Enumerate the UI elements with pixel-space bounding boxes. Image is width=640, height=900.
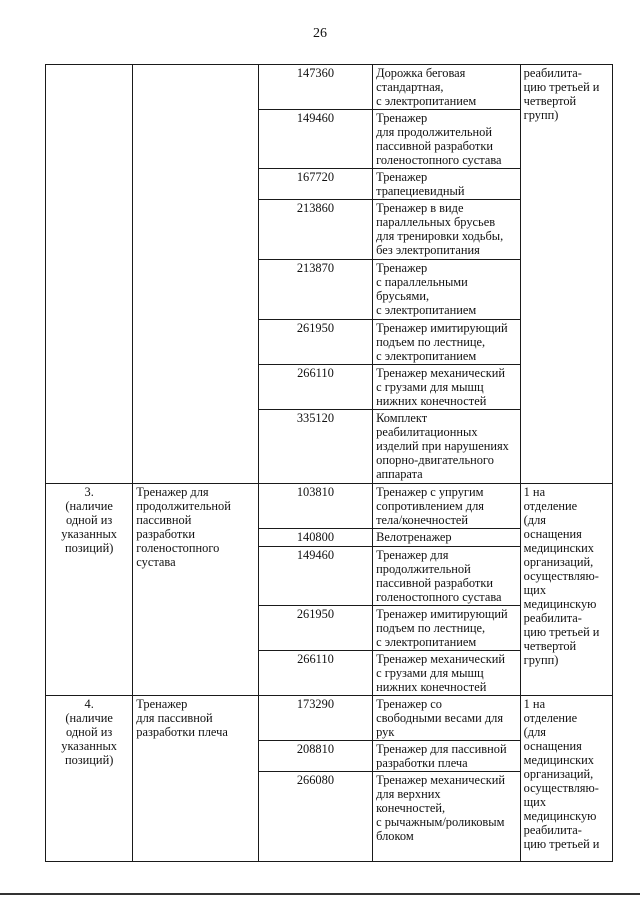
item-code: 103810 (258, 484, 372, 529)
item-description: Тренажер механический с грузами для мышц нижних конечностей (373, 365, 521, 410)
item-code: 147360 (258, 65, 372, 110)
table-row (46, 484, 613, 529)
item-code: 149460 (258, 110, 372, 169)
item-code: 261950 (258, 320, 372, 365)
group-number: 4. (наличие одной из указанных позиций) (46, 696, 133, 862)
item-description: Тренажер для продолжительной пассивной разработки голеностопного сустава (373, 547, 521, 606)
group-number (46, 65, 133, 484)
item-code: 213860 (258, 200, 372, 260)
item-code: 149460 (258, 547, 372, 606)
group-name: Тренажер для пассивной разработки плеча (133, 696, 258, 862)
item-description: Тренажер в виде параллельных брусьев для тренировки ходьбы, без электропитания (373, 200, 521, 260)
item-description: Тренажер с параллельными брусьями, с электропитанием (373, 260, 521, 320)
item-description: Велотренажер (373, 529, 521, 547)
item-code: 266110 (258, 651, 372, 696)
item-code: 261950 (258, 606, 372, 651)
item-description: Тренажер имитирующий подъем по лестнице, с электропитанием (373, 606, 521, 651)
item-description: Тренажер механический с грузами для мышц нижних конечностей (373, 651, 521, 696)
item-description: Тренажер с упругим сопротивлением для тела/конечностей (373, 484, 521, 529)
item-code: 266080 (258, 772, 372, 862)
group-name: Тренажер для продолжительной пассивной разработки голеностопного сустава (133, 484, 258, 696)
group-quantity: 1 на отделение (для оснащения медицинских организаций, осуществляю- щих медицинскую реабилита- цию третьей и четвертой групп) (520, 484, 612, 696)
item-description: Тренажер механический для верхних конечностей, с рычажным/роликовым блоком (373, 772, 521, 862)
item-code: 266110 (258, 365, 372, 410)
group-name (133, 65, 258, 484)
item-code: 167720 (258, 169, 372, 200)
item-description: Тренажер имитирующий подъем по лестнице, с электропитанием (373, 320, 521, 365)
item-description: Тренажер для продолжительной пассивной разработки голеностопного сустава (373, 110, 521, 169)
equipment-table (45, 64, 613, 862)
item-description: Тренажер со свободными весами для рук (373, 696, 521, 741)
item-code: 140800 (258, 529, 372, 547)
page-bottom-edge (0, 893, 640, 895)
table-row (46, 65, 613, 110)
group-number: 3. (наличие одной из указанных позиций) (46, 484, 133, 696)
item-code: 173290 (258, 696, 372, 741)
item-description: Комплект реабилитационных изделий при нарушениях опорно-двигательного аппарата (373, 410, 521, 484)
item-description: Тренажер трапециевидный (373, 169, 521, 200)
table-row (46, 696, 613, 741)
group-quantity: реабилита- цию третьей и четвертой групп) (520, 65, 612, 484)
item-code: 335120 (258, 410, 372, 484)
item-description: Тренажер для пассивной разработки плеча (373, 741, 521, 772)
item-code: 213870 (258, 260, 372, 320)
item-description: Дорожка беговая стандартная, с электропитанием (373, 65, 521, 110)
item-code: 208810 (258, 741, 372, 772)
group-quantity: 1 на отделение (для оснащения медицинских организаций, осуществляю- щих медицинскую реабилита- цию третьей и (520, 696, 612, 862)
page-number: 26 (313, 26, 327, 41)
